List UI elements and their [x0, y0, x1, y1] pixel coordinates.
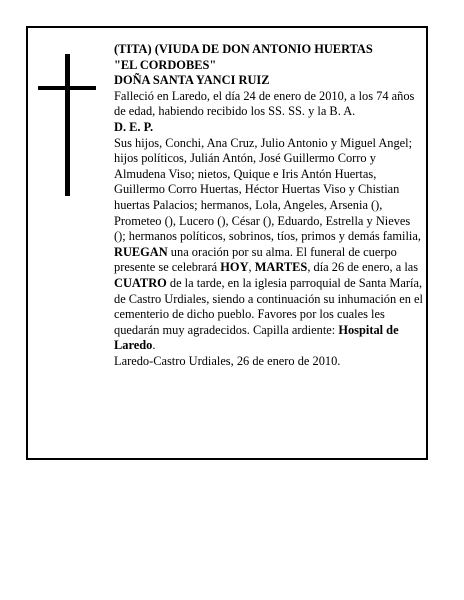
funeral-request [114, 245, 424, 354]
deceased-name: DOÑA SANTA YANCI RUIZ [114, 73, 270, 88]
funeral-text-3: de la tarde, en la iglesia parroquial de Santa María, de Castro Urdiales, siendo a continuación su inhumación en el cementerio de dicho pueblo. Favores por los cuales les quedarán muy agradecidos. Capilla ardiente: [114, 275, 423, 337]
death-statement: Falleció en Laredo, el día 24 de enero de 2010, a los 74 años de edad, habiendo recibido los SS. SS. y la B. A. [114, 88, 415, 119]
cuatro-label: CUATRO [114, 275, 167, 290]
family-list: Sus hijos, Conchi, Ana Cruz, Julio Antonio y Miguel Angel; hijos políticos, Julián Antón, José Guillermo Corro y Almudena Viso; nietos, Quique e Iris Antón Huertas, Guillermo Corro Huertas, Héctor Huertas Viso y Chistian huertas Palacios; hermanos, Lola, Angeles, Arsenia (), Prometeo (), Lucero (), César (), Eduardo, Estrella y Nieves (); hermanos políticos, sobrinos, tíos, primos y demás familia, [114, 135, 421, 244]
cross-icon [38, 54, 96, 196]
ruegan-label: RUEGAN [114, 244, 168, 259]
funeral-comma: , [248, 260, 255, 275]
place-date: Laredo-Castro Urdiales, 26 de enero de 2010. [114, 353, 341, 368]
cross-horizontal-bar [38, 86, 96, 90]
chapel-location: Hospital de Laredo [114, 322, 399, 353]
funeral-text-2: , día 26 de enero, a las [307, 260, 419, 275]
cross-vertical-bar [65, 54, 70, 196]
notice-heading-line1: (TITA) (VIUDA DE DON ANTONIO HUERTAS [114, 42, 373, 56]
funeral-period: . [152, 338, 156, 353]
hoy-label: HOY [220, 260, 249, 275]
martes-label: MARTES [254, 260, 308, 275]
funeral-text-1: una oración por su alma. El funeral de cuerpo presente se celebrará [114, 244, 397, 275]
rest-in-peace: D. E. P. [114, 119, 154, 134]
notice-body [114, 42, 424, 369]
notice-heading-line2: "EL CORDOBES" [114, 57, 217, 72]
obituary-notice [26, 26, 428, 460]
